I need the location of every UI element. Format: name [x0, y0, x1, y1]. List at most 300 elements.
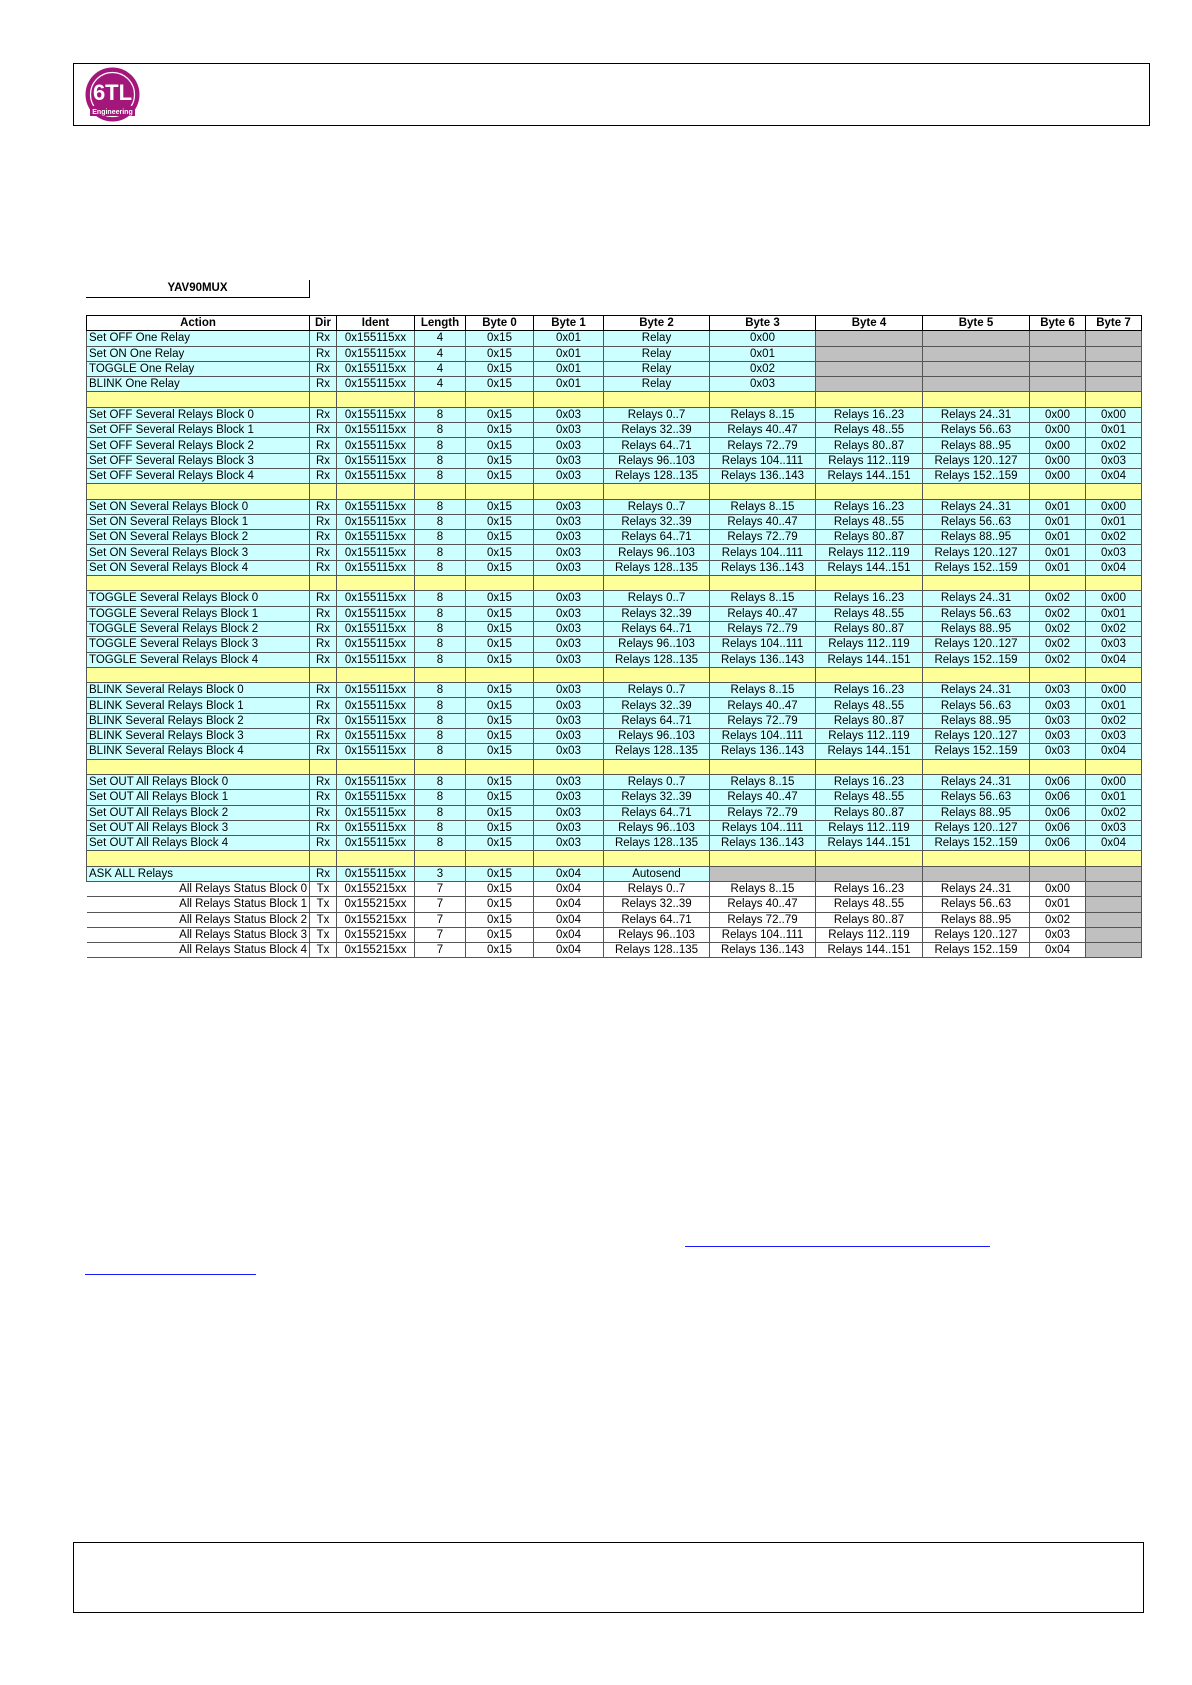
cell-dir: Rx: [310, 790, 337, 805]
spacer-cell: [466, 392, 534, 407]
cell-b7: 0x01: [1086, 423, 1142, 438]
cell-b2: Relays 96..103: [604, 637, 710, 652]
table-row: [87, 881, 1142, 896]
cell-dir: Rx: [310, 331, 337, 346]
spacer-cell: [1086, 484, 1142, 499]
cell-action: Set OFF Several Relays Block 4: [87, 468, 310, 483]
cell-b0: 0x15: [466, 774, 534, 789]
cell-b2: Relays 0..7: [604, 591, 710, 606]
table-row: [87, 897, 1142, 912]
spacer-cell: [604, 392, 710, 407]
cell-b1: 0x03: [534, 774, 604, 789]
cell-dir: Tx: [310, 927, 337, 942]
table-row: [87, 805, 1142, 820]
cell-b1: 0x04: [534, 897, 604, 912]
cell-b0: 0x15: [466, 790, 534, 805]
cell-b3: Relays 136..143: [710, 652, 816, 667]
cell-b4: Relays 80..87: [816, 530, 923, 545]
table-row: [87, 621, 1142, 636]
cell-b3: Relays 40..47: [710, 698, 816, 713]
cell-b0: 0x15: [466, 912, 534, 927]
cell-b4: Relays 144..151: [816, 560, 923, 575]
cell-len: 8: [415, 530, 466, 545]
cell-b2: Relays 0..7: [604, 774, 710, 789]
cell-action: BLINK Several Relays Block 1: [87, 698, 310, 713]
cell-b7: [1086, 912, 1142, 927]
cell-len: 4: [415, 346, 466, 361]
cell-dir: Rx: [310, 560, 337, 575]
hyperlink-underline-continued[interactable]: [85, 1274, 256, 1275]
cell-b3: Relays 8..15: [710, 591, 816, 606]
cell-dir: Tx: [310, 897, 337, 912]
cell-b7: 0x00: [1086, 591, 1142, 606]
table-row: [87, 729, 1142, 744]
cell-b2: Relays 0..7: [604, 683, 710, 698]
cell-len: 8: [415, 560, 466, 575]
cell-b6: 0x01: [1030, 530, 1086, 545]
cell-b4: Relays 112..119: [816, 637, 923, 652]
cell-action: TOGGLE Several Relays Block 1: [87, 606, 310, 621]
column-header-b2: Byte 2: [604, 316, 710, 331]
cell-b6: 0x06: [1030, 790, 1086, 805]
cell-b4: Relays 80..87: [816, 713, 923, 728]
spacer-cell: [710, 484, 816, 499]
cell-ident: 0x155215xx: [337, 897, 415, 912]
cell-action: Set ON Several Relays Block 4: [87, 560, 310, 575]
cell-b4: Relays 16..23: [816, 407, 923, 422]
cell-b3: Relays 8..15: [710, 499, 816, 514]
cell-ident: 0x155115xx: [337, 331, 415, 346]
spacer-cell: [534, 576, 604, 591]
spacer-cell: [816, 759, 923, 774]
cell-b7: 0x02: [1086, 713, 1142, 728]
spacer-row: [87, 484, 1142, 499]
cell-b4: Relays 48..55: [816, 606, 923, 621]
cell-b3: Relays 40..47: [710, 897, 816, 912]
cell-action: Set ON Several Relays Block 1: [87, 514, 310, 529]
spacer-cell: [923, 759, 1030, 774]
cell-action: All Relays Status Block 2: [87, 912, 310, 927]
cell-b0: 0x15: [466, 606, 534, 621]
table-row: [87, 744, 1142, 759]
spacer-cell: [604, 667, 710, 682]
cell-b0: 0x15: [466, 881, 534, 896]
cell-action: Set OFF One Relay: [87, 331, 310, 346]
cell-ident: 0x155115xx: [337, 683, 415, 698]
cell-action: All Relays Status Block 1: [87, 897, 310, 912]
table-row: [87, 423, 1142, 438]
cell-b0: 0x15: [466, 530, 534, 545]
table-row: [87, 331, 1142, 346]
cell-b4: Relays 16..23: [816, 591, 923, 606]
table-row: [87, 514, 1142, 529]
cell-b5: Relays 152..159: [923, 468, 1030, 483]
cell-b2: Relay: [604, 377, 710, 392]
cell-dir: Rx: [310, 377, 337, 392]
spacer-cell: [415, 667, 466, 682]
hyperlink-underline[interactable]: [685, 1246, 990, 1247]
cell-dir: Rx: [310, 713, 337, 728]
table-row: [87, 545, 1142, 560]
spacer-cell: [1030, 851, 1086, 866]
cell-ident: 0x155115xx: [337, 468, 415, 483]
cell-b1: 0x03: [534, 499, 604, 514]
cell-len: 8: [415, 499, 466, 514]
cell-action: BLINK One Relay: [87, 377, 310, 392]
cell-ident: 0x155115xx: [337, 423, 415, 438]
cell-b5: Relays 120..127: [923, 729, 1030, 744]
cell-ident: 0x155115xx: [337, 606, 415, 621]
spacer-cell: [415, 392, 466, 407]
cell-b2: Relays 96..103: [604, 820, 710, 835]
cell-b4: Relays 112..119: [816, 729, 923, 744]
cell-len: 3: [415, 866, 466, 881]
cell-b6: [1030, 866, 1086, 881]
cell-action: All Relays Status Block 3: [87, 927, 310, 942]
cell-b7: 0x04: [1086, 560, 1142, 575]
table-row: [87, 683, 1142, 698]
cell-b5: Relays 152..159: [923, 744, 1030, 759]
column-header-b7: Byte 7: [1086, 316, 1142, 331]
cell-dir: Rx: [310, 729, 337, 744]
cell-ident: 0x155115xx: [337, 453, 415, 468]
cell-b3: Relays 104..111: [710, 453, 816, 468]
cell-b6: [1030, 377, 1086, 392]
cell-b7: [1086, 897, 1142, 912]
spacer-cell: [816, 392, 923, 407]
cell-b3: Relays 8..15: [710, 881, 816, 896]
table-row: [87, 499, 1142, 514]
cell-b1: 0x03: [534, 698, 604, 713]
cell-b2: Relays 96..103: [604, 927, 710, 942]
cell-b2: Relays 64..71: [604, 713, 710, 728]
cell-b2: Relays 96..103: [604, 545, 710, 560]
cell-dir: Rx: [310, 683, 337, 698]
cell-b1: 0x03: [534, 820, 604, 835]
cell-b5: Relays 120..127: [923, 637, 1030, 652]
cell-dir: Rx: [310, 652, 337, 667]
cell-b2: Relays 0..7: [604, 499, 710, 514]
cell-b4: Relays 112..119: [816, 927, 923, 942]
spacer-cell: [1086, 667, 1142, 682]
cell-b6: 0x00: [1030, 423, 1086, 438]
cell-b4: Relays 48..55: [816, 897, 923, 912]
cell-b0: 0x15: [466, 805, 534, 820]
cell-ident: 0x155115xx: [337, 713, 415, 728]
cell-dir: Rx: [310, 836, 337, 851]
cell-b2: Relays 64..71: [604, 805, 710, 820]
cell-len: 8: [415, 423, 466, 438]
cell-ident: 0x155115xx: [337, 744, 415, 759]
cell-b0: 0x15: [466, 499, 534, 514]
cell-b3: Relays 136..143: [710, 943, 816, 958]
cell-b4: [816, 361, 923, 376]
table-row: [87, 790, 1142, 805]
cell-ident: 0x155215xx: [337, 943, 415, 958]
cell-b7: [1086, 866, 1142, 881]
cell-action: Set ON Several Relays Block 0: [87, 499, 310, 514]
cell-b6: 0x00: [1030, 438, 1086, 453]
cell-b5: [923, 866, 1030, 881]
cell-b5: Relays 88..95: [923, 713, 1030, 728]
cell-action: Set ON Several Relays Block 2: [87, 530, 310, 545]
cell-b3: Relays 72..79: [710, 713, 816, 728]
cell-len: 8: [415, 820, 466, 835]
cell-ident: 0x155115xx: [337, 407, 415, 422]
cell-len: 7: [415, 912, 466, 927]
cell-b1: 0x03: [534, 683, 604, 698]
cell-b7: 0x02: [1086, 438, 1142, 453]
cell-dir: Rx: [310, 346, 337, 361]
cell-len: 8: [415, 683, 466, 698]
cell-b1: 0x03: [534, 606, 604, 621]
cell-b0: 0x15: [466, 652, 534, 667]
cell-b3: Relays 136..143: [710, 836, 816, 851]
cell-b5: Relays 120..127: [923, 545, 1030, 560]
cell-b7: 0x00: [1086, 774, 1142, 789]
cell-b3: Relays 104..111: [710, 729, 816, 744]
cell-b7: 0x04: [1086, 744, 1142, 759]
cell-action: Set OUT All Relays Block 4: [87, 836, 310, 851]
cell-b1: 0x03: [534, 652, 604, 667]
cell-len: 8: [415, 514, 466, 529]
spacer-cell: [337, 667, 415, 682]
cell-action: TOGGLE One Relay: [87, 361, 310, 376]
cell-b7: 0x04: [1086, 836, 1142, 851]
cell-b7: 0x02: [1086, 621, 1142, 636]
spacer-row: [87, 851, 1142, 866]
table-row: [87, 927, 1142, 942]
cell-b6: 0x03: [1030, 744, 1086, 759]
cell-b5: Relays 88..95: [923, 805, 1030, 820]
spacer-cell: [310, 759, 337, 774]
spacer-cell: [1086, 576, 1142, 591]
cell-b7: 0x03: [1086, 729, 1142, 744]
cell-b3: Relays 8..15: [710, 407, 816, 422]
cell-action: BLINK Several Relays Block 0: [87, 683, 310, 698]
cell-b2: Relay: [604, 331, 710, 346]
cell-action: Set OUT All Relays Block 3: [87, 820, 310, 835]
cell-b5: Relays 88..95: [923, 530, 1030, 545]
cell-b6: 0x03: [1030, 927, 1086, 942]
cell-b4: Relays 16..23: [816, 774, 923, 789]
column-header-b3: Byte 3: [710, 316, 816, 331]
cell-b3: Relays 136..143: [710, 468, 816, 483]
cell-action: TOGGLE Several Relays Block 4: [87, 652, 310, 667]
cell-b6: 0x06: [1030, 774, 1086, 789]
footer-box: [73, 1542, 1144, 1613]
cell-b7: 0x04: [1086, 468, 1142, 483]
cell-b5: Relays 24..31: [923, 591, 1030, 606]
cell-b4: Relays 16..23: [816, 881, 923, 896]
cell-b0: 0x15: [466, 729, 534, 744]
cell-b0: 0x15: [466, 361, 534, 376]
spacer-cell: [87, 484, 310, 499]
cell-b6: 0x01: [1030, 897, 1086, 912]
spacer-cell: [415, 759, 466, 774]
cell-action: TOGGLE Several Relays Block 3: [87, 637, 310, 652]
spacer-cell: [310, 851, 337, 866]
cell-len: 8: [415, 729, 466, 744]
cell-action: Set OFF Several Relays Block 2: [87, 438, 310, 453]
cell-b0: 0x15: [466, 545, 534, 560]
spacer-cell: [604, 576, 710, 591]
cell-b7: [1086, 943, 1142, 958]
spacer-cell: [923, 484, 1030, 499]
cell-b3: 0x02: [710, 361, 816, 376]
cell-b0: 0x15: [466, 698, 534, 713]
cell-b1: 0x03: [534, 637, 604, 652]
cell-b3: Relays 104..111: [710, 545, 816, 560]
spacer-cell: [337, 392, 415, 407]
cell-ident: 0x155115xx: [337, 545, 415, 560]
spacer-cell: [87, 392, 310, 407]
cell-b0: 0x15: [466, 744, 534, 759]
cell-b0: 0x15: [466, 468, 534, 483]
header-box: [73, 63, 1150, 126]
cell-b3: Relays 104..111: [710, 820, 816, 835]
spacer-cell: [337, 851, 415, 866]
cell-b5: Relays 24..31: [923, 881, 1030, 896]
spacer-cell: [710, 759, 816, 774]
cell-ident: 0x155115xx: [337, 698, 415, 713]
cell-dir: Rx: [310, 468, 337, 483]
cell-b2: Relays 64..71: [604, 438, 710, 453]
cell-b1: 0x03: [534, 744, 604, 759]
cell-b2: Relays 96..103: [604, 453, 710, 468]
cell-b1: 0x03: [534, 514, 604, 529]
cell-b2: Relays 64..71: [604, 530, 710, 545]
spacer-cell: [1086, 759, 1142, 774]
cell-ident: 0x155115xx: [337, 530, 415, 545]
cell-b1: 0x03: [534, 468, 604, 483]
cell-len: 7: [415, 943, 466, 958]
spacer-cell: [534, 759, 604, 774]
cell-b1: 0x04: [534, 927, 604, 942]
cell-b5: Relays 88..95: [923, 438, 1030, 453]
spacer-cell: [87, 851, 310, 866]
cell-b5: Relays 24..31: [923, 499, 1030, 514]
table-row: [87, 407, 1142, 422]
cell-b4: Relays 144..151: [816, 744, 923, 759]
cell-b5: Relays 56..63: [923, 897, 1030, 912]
cell-action: ASK ALL Relays: [87, 866, 310, 881]
cell-b0: 0x15: [466, 820, 534, 835]
column-header-b4: Byte 4: [816, 316, 923, 331]
spacer-cell: [923, 667, 1030, 682]
cell-b5: Relays 120..127: [923, 927, 1030, 942]
cell-b2: Relays 128..135: [604, 836, 710, 851]
cell-b2: Relays 32..39: [604, 897, 710, 912]
cell-b0: 0x15: [466, 331, 534, 346]
cell-b5: Relays 120..127: [923, 453, 1030, 468]
spacer-cell: [1030, 392, 1086, 407]
cell-len: 4: [415, 377, 466, 392]
cell-len: 8: [415, 606, 466, 621]
cell-dir: Rx: [310, 361, 337, 376]
column-header-b6: Byte 6: [1030, 316, 1086, 331]
spacer-cell: [604, 484, 710, 499]
cell-ident: 0x155115xx: [337, 621, 415, 636]
cell-b3: Relays 8..15: [710, 774, 816, 789]
cell-b5: Relays 120..127: [923, 820, 1030, 835]
column-header-b0: Byte 0: [466, 316, 534, 331]
cell-b3: [710, 866, 816, 881]
cell-b1: 0x03: [534, 560, 604, 575]
cell-ident: 0x155115xx: [337, 438, 415, 453]
cell-b0: 0x15: [466, 453, 534, 468]
cell-b5: Relays 56..63: [923, 790, 1030, 805]
cell-len: 8: [415, 744, 466, 759]
cell-b4: Relays 112..119: [816, 820, 923, 835]
cell-len: 7: [415, 881, 466, 896]
cell-b5: Relays 56..63: [923, 606, 1030, 621]
cell-action: BLINK Several Relays Block 3: [87, 729, 310, 744]
spacer-cell: [87, 576, 310, 591]
spacer-cell: [604, 759, 710, 774]
cell-b1: 0x03: [534, 836, 604, 851]
column-header-ident: Ident: [337, 316, 415, 331]
cell-b7: 0x01: [1086, 514, 1142, 529]
cell-ident: 0x155115xx: [337, 790, 415, 805]
cell-dir: Rx: [310, 866, 337, 881]
spacer-cell: [1030, 667, 1086, 682]
cell-action: Set OUT All Relays Block 1: [87, 790, 310, 805]
cell-action: Set OUT All Relays Block 2: [87, 805, 310, 820]
cell-b2: Relays 0..7: [604, 881, 710, 896]
cell-b3: 0x01: [710, 346, 816, 361]
cell-dir: Rx: [310, 407, 337, 422]
cell-action: TOGGLE Several Relays Block 0: [87, 591, 310, 606]
cell-len: 8: [415, 713, 466, 728]
cell-dir: Rx: [310, 530, 337, 545]
cell-ident: 0x155115xx: [337, 361, 415, 376]
cell-b0: 0x15: [466, 346, 534, 361]
cell-b6: 0x06: [1030, 820, 1086, 835]
cell-b6: [1030, 346, 1086, 361]
cell-b6: 0x03: [1030, 713, 1086, 728]
cell-b0: 0x15: [466, 560, 534, 575]
cell-b6: 0x00: [1030, 407, 1086, 422]
cell-b5: [923, 377, 1030, 392]
cell-b6: 0x02: [1030, 606, 1086, 621]
cell-dir: Rx: [310, 514, 337, 529]
spacer-cell: [337, 759, 415, 774]
cell-b2: Relays 96..103: [604, 729, 710, 744]
cell-b0: 0x15: [466, 683, 534, 698]
cell-b6: 0x02: [1030, 912, 1086, 927]
cell-b7: [1086, 927, 1142, 942]
column-header-action: Action: [87, 316, 310, 331]
cell-b1: 0x03: [534, 805, 604, 820]
cell-b6: 0x00: [1030, 468, 1086, 483]
cell-b7: 0x00: [1086, 407, 1142, 422]
cell-b7: [1086, 881, 1142, 896]
cell-b1: 0x01: [534, 346, 604, 361]
cell-b1: 0x03: [534, 530, 604, 545]
cell-b0: 0x15: [466, 943, 534, 958]
table-row: [87, 912, 1142, 927]
cell-b4: Relays 80..87: [816, 912, 923, 927]
cell-ident: 0x155115xx: [337, 499, 415, 514]
cell-b3: Relays 8..15: [710, 683, 816, 698]
cell-b5: Relays 152..159: [923, 836, 1030, 851]
cell-ident: 0x155115xx: [337, 774, 415, 789]
cell-ident: 0x155115xx: [337, 637, 415, 652]
cell-b5: Relays 152..159: [923, 943, 1030, 958]
spacer-cell: [87, 759, 310, 774]
cell-b6: 0x03: [1030, 698, 1086, 713]
